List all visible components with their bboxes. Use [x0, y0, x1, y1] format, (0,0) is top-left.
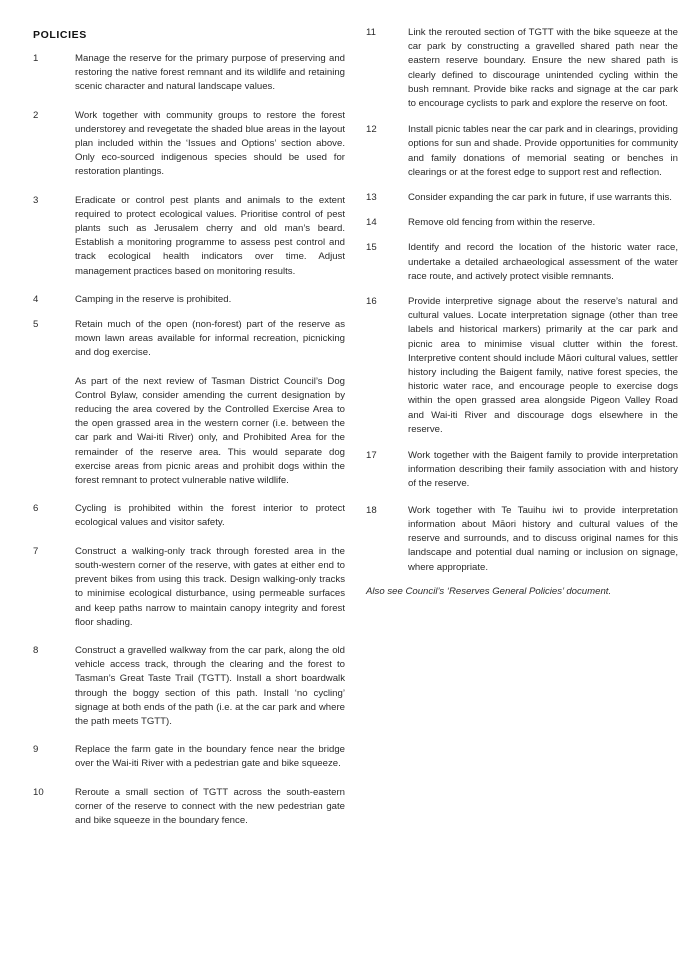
policy-item	[33, 194, 345, 279]
policy-number: 9	[33, 744, 39, 756]
policy-number: 7	[33, 545, 39, 557]
policy-item	[366, 123, 678, 180]
policy-text	[75, 318, 345, 488]
policy-paragraph: Retain much of the open (non-forest) part of the reserve as mown lawn areas available for informal recreation, picnicking and dog exercise.	[75, 319, 345, 359]
right-column	[366, 26, 678, 599]
policy-paragraph: Work together with Te Tauihu iwi to provide interpretation information about Māori history and cultural values of the reserve and surrounds, and to discuss original names for this landscape and potential dual naming or inclusion on signage, where appropriate.	[408, 504, 678, 573]
policy-text	[75, 545, 345, 630]
policy-text	[75, 194, 345, 279]
policy-item	[366, 191, 678, 205]
policy-text	[408, 26, 678, 111]
policy-item	[33, 743, 345, 771]
policy-number: 5	[33, 319, 39, 331]
policy-item	[33, 293, 345, 307]
policy-paragraph: Manage the reserve for the primary purpose of preserving and restoring the native forest remnant and its wildlife and retaining scenic character and natural landscape values.	[75, 53, 345, 93]
policy-text	[75, 786, 345, 829]
policy-item	[33, 52, 345, 95]
policy-item	[33, 502, 345, 530]
policy-text	[408, 504, 678, 575]
left-column	[33, 52, 345, 828]
policy-number: 17	[366, 450, 377, 462]
policy-number: 8	[33, 644, 39, 656]
policy-item	[366, 295, 678, 437]
policy-number: 15	[366, 242, 377, 254]
policy-paragraph: Construct a walking-only track through forested area in the south-western corner of the reserve, with gates at either end to prevent bikes from using this track. Design walking-only tracks to minimise ecological disturbance, using permeable surfaces and keep paths narrow to maintain canopy integrity and forest floor shading.	[75, 545, 345, 628]
policy-number: 12	[366, 124, 377, 136]
policy-text	[75, 52, 345, 95]
policy-item	[33, 786, 345, 829]
policy-text	[408, 295, 678, 437]
policy-paragraph: Provide interpretive signage about the reserve’s natural and cultural values. Locate interpretation signage (other than tree labels and historical markers) primarily at the car park and picnic area to minimise visual clutter within the forest. Interpretive content should include Māori cultural values, settler history including the Baigent family, native forest species, the historic water race, and encourage people to exercise dogs within the open grassed area alongside Pigeon Valley Road and Wai-iti River and discourage dogs elsewhere in the reserve.	[408, 296, 678, 435]
policy-paragraph: Camping in the reserve is prohibited.	[75, 293, 232, 305]
policy-paragraph: As part of the next review of Tasman District Council’s Dog Control Bylaw, consider amending the current designation by reducing the area covered by the Controlled Exercise Area to the open grassed area in the western corner (i.e. between the car park and Wai-iti River) only, and Prohibited Area for the remainder of the reserve area. This would separate dog exercise areas from picnic areas and prohibit dogs within the forest remnant to protect vulnerable native wildlife.	[75, 375, 345, 487]
policy-number: 18	[366, 504, 377, 516]
policy-paragraph: Work together with community groups to restore the forest understorey and revegetate the shaded blue areas in the layout plan included within the ‘Issues and Options’ section above. Only eco-sourced indigenous species should be used for restoration plantings.	[75, 109, 345, 178]
policy-item	[366, 216, 678, 230]
policy-number: 3	[33, 194, 39, 206]
policy-text	[75, 644, 345, 729]
policy-item	[366, 26, 678, 111]
policy-text	[408, 449, 678, 492]
policy-paragraph: Work together with the Baigent family to provide interpretation information describing their family association with and history of the reserve.	[408, 450, 678, 490]
policy-item	[366, 449, 678, 492]
policy-paragraph: Eradicate or control pest plants and animals to the extent required to protect ecological values. Prioritise control of pest plants such as Jerusalem cherry and old man’s beard. Establish a monitoring programme to assess pest control and track ecological health indicators over time. Adjust management practices based on monitoring results.	[75, 194, 345, 277]
policy-item	[33, 318, 345, 488]
policy-paragraph: Identify and record the location of the historic water race, undertake a detailed archaeological assessment of the water race route, and actively protect visible remnants.	[408, 242, 678, 282]
policy-paragraph: Construct a gravelled walkway from the car park, along the old vehicle access track, through the clearing and the forest to Tasman’s Great Taste Trail (TGTT). Install a short boardwalk through the boggy section of this path. Install ‘no cycling’ signage at both ends of the path (i.e. at the car park and where the path meets TGTT).	[75, 644, 345, 727]
policy-number: 2	[33, 109, 39, 121]
policy-paragraph: Replace the farm gate in the boundary fence near the bridge over the Wai-iti River with a pedestrian gate and bike squeeze.	[75, 744, 345, 770]
policy-item	[33, 109, 345, 180]
policy-text	[75, 743, 345, 771]
policies-heading: POLICIES	[33, 29, 87, 41]
policy-number: 4	[33, 293, 39, 305]
policy-paragraph: Link the rerouted section of TGTT with the bike squeeze at the car park by constructing a gravelled shared path near the eastern reserve boundary. Ensure the new shared path is clearly defined to discourage unintended cycling within the bush remnant. Provide bike racks and signage at the car park to encourage cyclists to park and explore the reserve on foot.	[408, 27, 678, 110]
policy-text	[75, 293, 345, 307]
policy-paragraph: Cycling is prohibited within the forest interior to protect ecological values and visitor safety.	[75, 503, 345, 529]
policy-text	[408, 123, 678, 180]
policy-item	[33, 644, 345, 729]
policy-paragraph: Remove old fencing from within the reserve.	[408, 217, 596, 229]
policy-text	[408, 216, 678, 230]
policy-item	[33, 545, 345, 630]
policy-text	[408, 241, 678, 284]
policy-number: 14	[366, 217, 377, 229]
reserves-policies-note: Also see Council’s ‘Reserves General Policies’ document.	[366, 585, 612, 597]
policy-number: 13	[366, 192, 377, 204]
policy-number: 16	[366, 296, 377, 308]
policy-number: 11	[366, 27, 376, 38]
policy-text	[75, 502, 345, 530]
policy-text	[75, 109, 345, 180]
policy-item	[366, 504, 678, 575]
policy-text	[408, 191, 678, 205]
policy-number: 10	[33, 786, 44, 798]
policy-number: 1	[33, 53, 39, 64]
policy-paragraph: Reroute a small section of TGTT across the south-eastern corner of the reserve to connect with the new pedestrian gate and bike squeeze in the boundary fence.	[75, 786, 345, 826]
policy-paragraph: Install picnic tables near the car park and in clearings, providing options for sun and shade. Provide opportunities for community and family donations of memorial seating or benches in clearings or at the forest edge to support rest and reflection.	[408, 124, 678, 178]
policy-item	[366, 241, 678, 284]
policy-number: 6	[33, 503, 39, 515]
policy-paragraph: Consider expanding the car park in future, if use warrants this.	[408, 192, 672, 204]
